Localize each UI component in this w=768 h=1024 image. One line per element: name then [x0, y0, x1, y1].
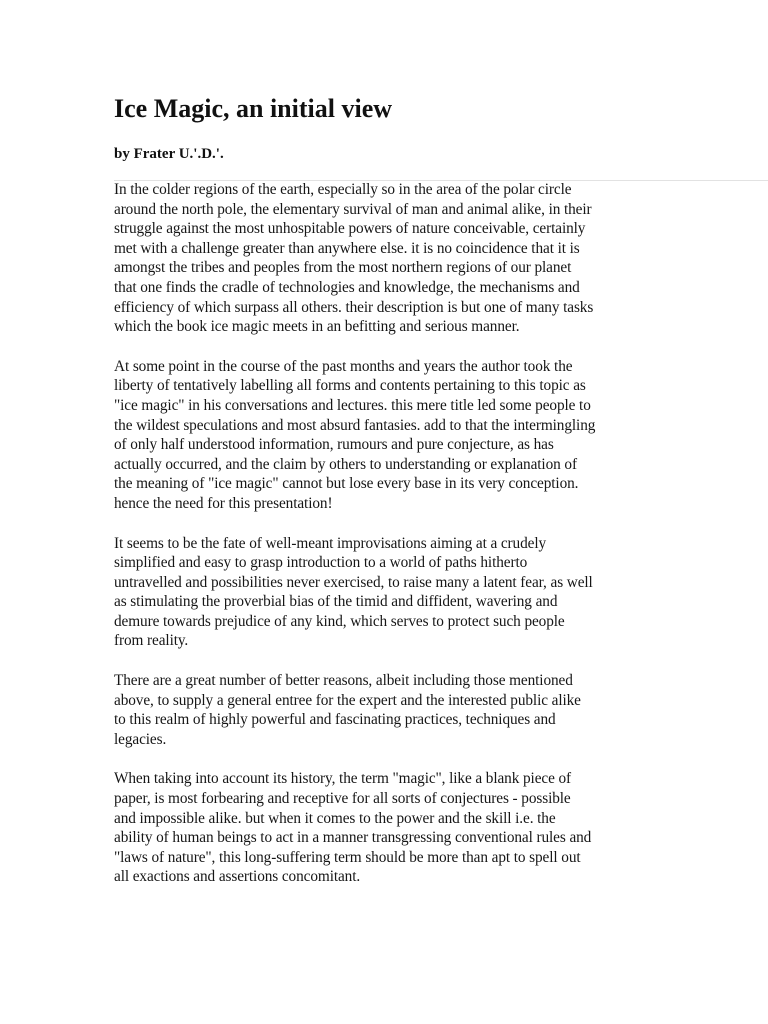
text-line: from reality.	[114, 632, 189, 650]
text-line: liberty of tentatively labelling all forms and contents pertaining to this topic as	[114, 377, 586, 395]
paragraph	[114, 357, 644, 514]
text-line: that one finds the cradle of technologies and knowledge, the mechanisms and	[114, 278, 580, 296]
text-line: which the book ice magic meets in an befitting and serious manner.	[114, 318, 520, 336]
text-line: above, to supply a general entree for the expert and the interested public alike	[114, 691, 581, 709]
text-line: hence the need for this presentation!	[114, 494, 333, 512]
text-line: At some point in the course of the past months and years the author took the	[114, 357, 573, 375]
text-line: met with a challenge greater than anywhere else. it is no coincidence that it is	[114, 239, 580, 257]
article-body	[114, 180, 644, 907]
text-line: ability of human beings to act in a manner transgressing conventional rules and	[114, 829, 592, 847]
text-line: all exactions and assertions concomitant.	[114, 868, 361, 886]
text-line: and impossible alike. but when it comes to the power and the skill i.e. the	[114, 809, 556, 827]
document-title: Ice Magic, an initial view	[114, 94, 393, 123]
paragraph	[114, 534, 644, 652]
text-line: paper, is most forbearing and receptive for all sorts of conjectures - possible	[114, 790, 571, 808]
paragraph	[114, 769, 644, 887]
text-line: There are a great number of better reasons, albeit including those mentioned	[114, 672, 573, 690]
text-line: actually occurred, and the claim by others to understanding or explanation of	[114, 455, 577, 473]
text-line: In the colder regions of the earth, especially so in the area of the polar circle	[114, 181, 572, 198]
author-byline: by Frater U.'.D.'.	[114, 146, 224, 162]
text-line: the meaning of "ice magic" cannot but lose every base in its very conception.	[114, 475, 579, 493]
paragraph	[114, 671, 644, 749]
text-line: legacies.	[114, 730, 167, 748]
text-line: efficiency of which surpass all others. their description is but one of many tasks	[114, 298, 594, 316]
text-line: around the north pole, the elementary survival of man and animal alike, in their	[114, 200, 592, 218]
text-line: of only half understood information, rumours and pure conjecture, as has	[114, 436, 554, 454]
text-line: amongst the tribes and peoples from the most northern regions of our planet	[114, 259, 572, 277]
text-line: struggle against the most unhospitable powers of nature conceivable, certainly	[114, 220, 586, 238]
text-line: "laws of nature", this long-suffering term should be more than apt to spell out	[114, 848, 581, 866]
text-line: the wildest speculations and most absurd fantasies. add to that the intermingling	[114, 416, 596, 434]
text-line: demure towards prejudice of any kind, which serves to protect such people	[114, 612, 565, 630]
text-line: When taking into account its history, the term "magic", like a blank piece of	[114, 770, 572, 788]
text-line: "ice magic" in his conversations and lectures. this mere title led some people to	[114, 396, 591, 414]
text-line: It seems to be the fate of well-meant improvisations aiming at a crudely	[114, 534, 547, 552]
paragraph	[114, 180, 644, 337]
text-line: untravelled and possibilities never exercised, to raise many a latent fear, as well	[114, 573, 593, 591]
text-line: simplified and easy to grasp introduction to a world of paths hitherto	[114, 554, 528, 572]
text-line: as stimulating the proverbial bias of the timid and diffident, wavering and	[114, 593, 558, 611]
text-line: to this realm of highly powerful and fascinating practices, techniques and	[114, 711, 556, 729]
